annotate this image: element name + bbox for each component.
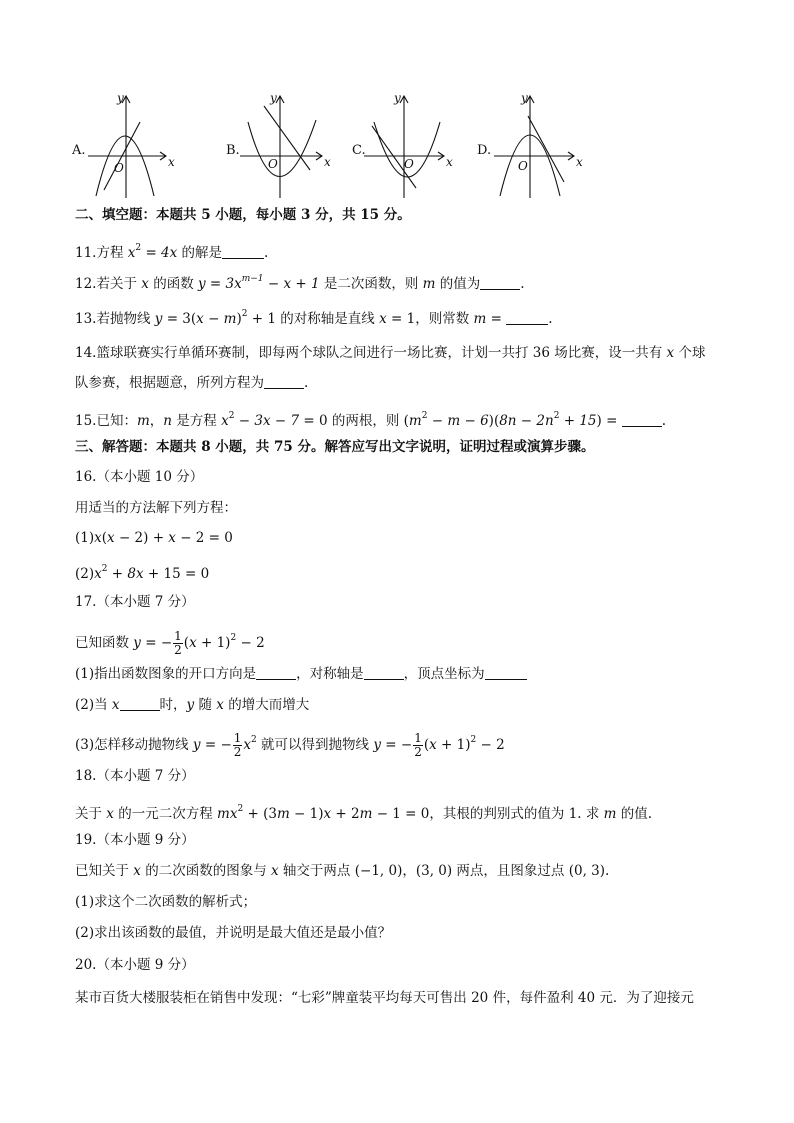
y-label: y <box>394 91 401 105</box>
question-20-body: 某市百货大楼服装柜在销售中发现：“七彩”牌童装平均每天可售出 20 件，每件盈利 40 元．为了迎接元 <box>75 990 694 1006</box>
question-17-part2: (2)当 x 时，y 随 x 的增大而增大 <box>75 697 310 713</box>
answer-blank[interactable] <box>506 310 548 325</box>
question-17-intro: 已知函数 y = − $\frac{1}{2}$ $(x + 1)^2 - 2$ <box>75 629 265 657</box>
question-19-part2: (2)求出该函数的最值，并说明是最大值还是最小值？ <box>75 925 392 941</box>
option-c-label: C. <box>352 143 366 158</box>
question-20-title: 20.（本小题 9 分） <box>75 957 195 973</box>
origin-label: O <box>404 157 414 171</box>
option-c-graph <box>364 92 454 200</box>
answer-blank[interactable] <box>480 275 520 290</box>
question-17-part1: (1)指出函数图象的开口方向是 ，对称轴是 ，顶点坐标为 <box>75 664 527 684</box>
option-d-graph <box>494 92 584 200</box>
question-15: 15.已知：m，n 是方程 $x^2 - 3x - 7 = 0$ 的两根，则 $(m^2 - m - 6)(8n - 2n^2 + 15)$ = . <box>75 411 666 429</box>
question-18-title: 18.（本小题 7 分） <box>75 768 195 784</box>
question-11: 11.方程 $x^2 = 4x$ 的解是 . <box>75 243 269 261</box>
x-label: x <box>168 155 175 169</box>
line <box>528 116 564 182</box>
origin-label: O <box>518 159 528 173</box>
answer-blank[interactable] <box>485 665 527 680</box>
option-b-label: B. <box>226 143 240 158</box>
option-d-label: D. <box>477 143 492 158</box>
question-19-title: 19.（本小题 9 分） <box>75 832 195 848</box>
answer-blank[interactable] <box>256 665 296 680</box>
section2-header: 二、填空题：本题共 5 小题，每小题 3 分，共 15 分。 <box>75 207 411 223</box>
section3-header: 三、解答题：本题共 8 小题，共 75 分。解答应写出文字说明，证明过程或演算步骤。 <box>75 439 595 455</box>
question-14-line2: 队参赛，根据题意，所列方程为 . <box>75 375 309 391</box>
x-label: x <box>324 155 331 169</box>
question-16-part1: (1)x(x − 2) + x − 2 = 0 <box>75 530 233 546</box>
origin-label: O <box>114 161 124 175</box>
question-17-part3: (3)怎样移动抛物线 y = − $\frac{1}{2}$ $x^2$ 就可以得到抛物线 y = − $\frac{1}{2}$ $(x + 1)^2 - 2$ <box>75 731 505 759</box>
question-18-body: 关于 x 的一元二次方程 $mx^2 + (3m - 1)x + 2m - 1 = 0$，其根的判别式的值为 1. 求 m 的值. <box>75 804 653 822</box>
y-label: y <box>270 91 277 105</box>
y-label: y <box>117 91 124 105</box>
x-label: x <box>446 155 453 169</box>
question-14-line1: 14.篮球联赛实行单循环赛制，即每两个球队之间进行一场比赛，计划一共打 36 场比赛，设一共有 x 个球 <box>75 345 706 361</box>
question-19-body: 已知关于 x 的二次函数的图象与 x 轴交于两点 (−1, 0)，(3, 0) 两点，且图象过点 (0, 3). <box>75 863 610 879</box>
parabola <box>248 120 316 177</box>
answer-blank[interactable] <box>622 412 662 427</box>
question-19-part1: (1)求这个二次函数的解析式； <box>75 894 257 910</box>
x-label: x <box>576 155 583 169</box>
option-a-graph <box>88 92 178 200</box>
question-17-title: 17.（本小题 7 分） <box>75 594 195 610</box>
question-16-part2: $(2)x^2 + 8x + 15 = 0$ <box>75 564 210 582</box>
answer-blank[interactable] <box>364 665 404 680</box>
question-13: 13.若抛物线 $y = 3(x - m)^2 + 1$ 的对称轴是直线 x = 1，则常数 m = . <box>75 309 553 327</box>
origin-label: O <box>268 157 278 171</box>
question-16-intro: 用适当的方法解下列方程： <box>75 500 237 516</box>
question-12: 12.若关于 x 的函数 $y = 3x^{m-1} - x + 1$ 是二次函数，则 m 的值为 . <box>75 274 525 292</box>
answer-blank[interactable] <box>222 244 264 259</box>
option-a-label: A. <box>72 143 86 158</box>
y-label: y <box>521 91 528 105</box>
option-b-graph <box>240 92 330 200</box>
answer-blank[interactable] <box>120 696 160 711</box>
question-16-title: 16.（本小题 10 分） <box>75 469 204 485</box>
answer-blank[interactable] <box>264 374 304 389</box>
parabola <box>96 136 154 196</box>
